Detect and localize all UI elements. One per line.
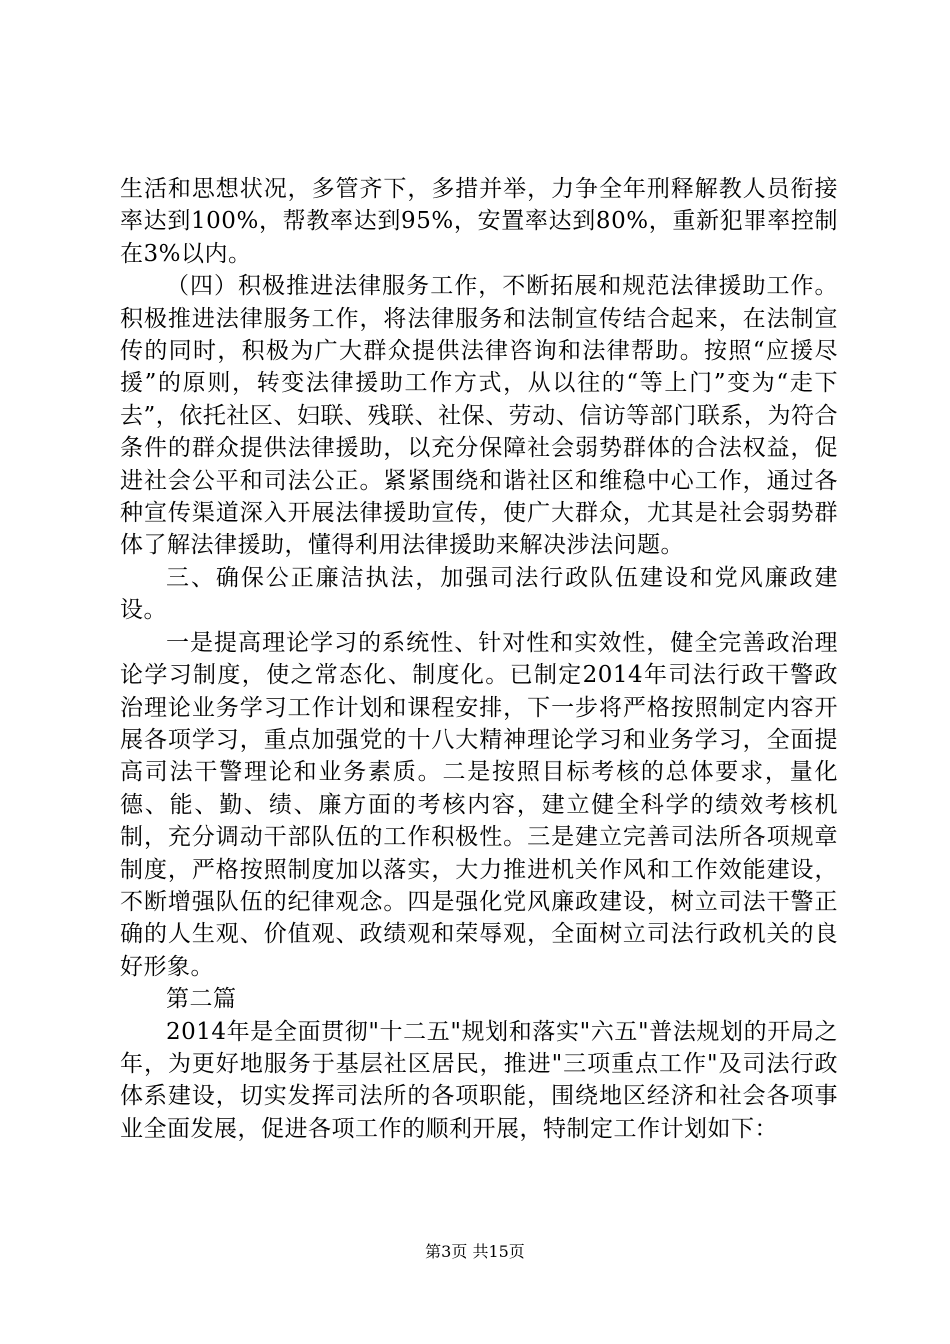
page-number-footer: 第3页 共15页 (425, 1242, 525, 1261)
paragraph-5: 2014年是全面贯彻"十二五"规划和落实"六五"普法规划的开局之年，为更好地服务于基层社区居民，推进"三项重点工作"及司法行政体系建设，切实发挥司法所的各项职能，围绕地区经济和社会各项事业全面发展，促进各项工作的顺利开展，特制定工作计划如下： (120, 1018, 838, 1142)
paragraph-3-heading: 三、确保公正廉洁执法，加强司法行政队伍建设和党风廉政建设。 (120, 564, 838, 624)
paragraph-4: 一是提高理论学习的系统性、针对性和实效性，健全完善政治理论学习制度，使之常态化、制度化。已制定2014年司法行政干警政治理论业务学习工作计划和课程安排，下一步将严格按照制定内容开展各项学习，重点加强党的十八大精神理论学习和业务学习，全面提高司法干警理论和业务素质。二是按照目标考核的总体要求，量化德、能、勤、绩、廉方面的考核内容，建立健全科学的绩效考核机制，充分调动干部队伍的工作积极性。三是建立完善司法所各项规章制度，严格按照制度加以落实，大力推进机关作风和工作效能建设，不断增强队伍的纪律观念。四是强化党风廉政建设，树立司法干警正确的人生观、价值观、政绩观和荣辱观，全面树立司法行政机关的良好形象。 (120, 629, 838, 980)
paragraph-2: （四）积极推进法律服务工作，不断拓展和规范法律援助工作。积极推进法律服务工作，将法律服务和法制宣传结合起来，在法制宣传的同时，积极为广大群众提供法律咨询和法律帮助。按照“应援尽援”的原则，转变法律援助工作方式，从以往的“等上门”变为“走下去”，依托社区、妇联、残联、社保、劳动、信访等部门联系，为符合条件的群众提供法律援助，以充分保障社会弱势群体的合法权益，促进社会公平和司法公正。紧紧围绕和谐社区和维稳中心工作，通过各种宣传渠道深入开展法律援助宣传，使广大群众，尤其是社会弱势群体了解法律援助，懂得利用法律援助来解决涉法问题。 (120, 273, 838, 559)
section-title: 第二篇 (166, 986, 237, 1013)
paragraph-1: 生活和思想状况，多管齐下，多措并举，力争全年刑释解教人员衔接率达到100%，帮教率达到95%，安置率达到80%，重新犯罪率控制在3%以内。 (120, 176, 838, 267)
document-body (120, 173, 838, 1145)
